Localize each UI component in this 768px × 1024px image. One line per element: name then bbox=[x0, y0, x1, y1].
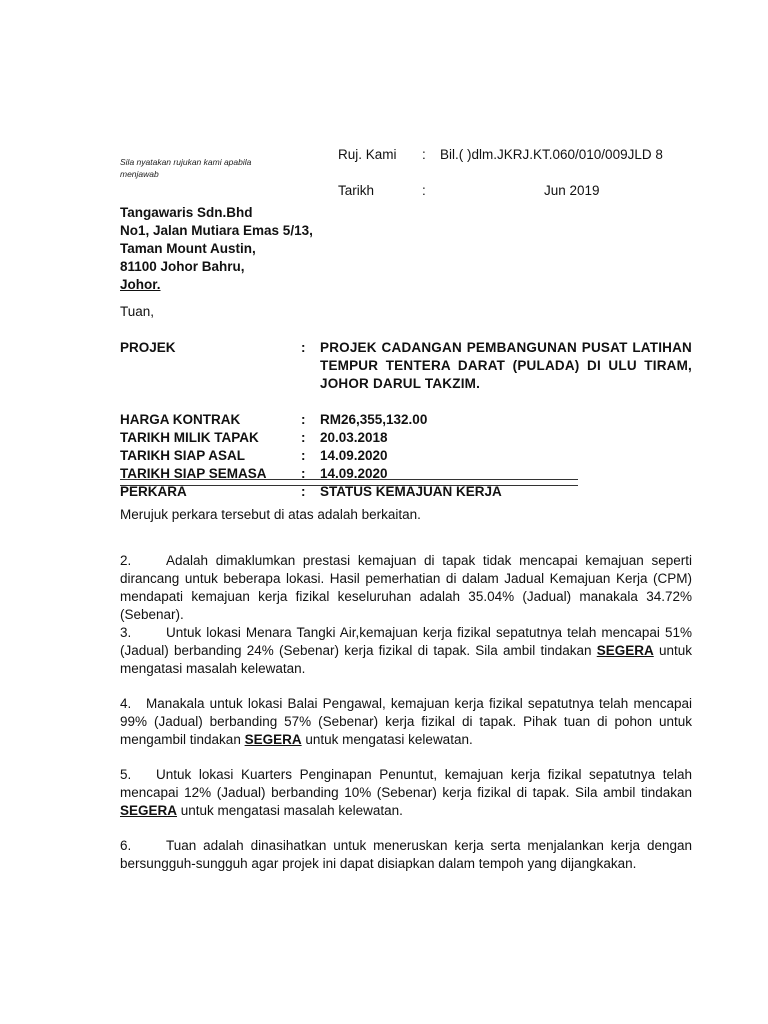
tarikh-siap-semasa-value: 14.09.2020 bbox=[320, 466, 388, 481]
segera-emphasis: SEGERA bbox=[120, 803, 178, 818]
paragraph-text: Untuk lokasi Kuarters Penginapan Penuntut, kemajuan kerja fizikal sepatutnya telah mencapai 12% (Jadual) berbanding 10% (Sebenar) kerja fizikal di tapak. Sila ambil tindakan bbox=[120, 767, 692, 800]
tarikh-siap-asal-label: TARIKH SIAP ASAL bbox=[120, 448, 246, 463]
tarikh-siap-semasa-label: TARIKH SIAP SEMASA bbox=[120, 466, 267, 481]
recipient-line: Taman Mount Austin, bbox=[120, 241, 256, 256]
salutation: Tuan, bbox=[120, 304, 155, 319]
detail-row-harga bbox=[120, 411, 692, 429]
segera-emphasis: SEGERA bbox=[244, 732, 302, 747]
tarikh-milik-tapak-label: TARIKH MILIK TAPAK bbox=[120, 430, 259, 445]
paragraph-number: 5. bbox=[120, 767, 132, 782]
tarikh-label: Tarikh bbox=[338, 183, 375, 198]
detail-row-projek bbox=[120, 339, 692, 393]
ruj-kami-colon: : bbox=[422, 147, 426, 162]
paragraph-text: Tuan adalah dinasihatkan untuk meneruskan kerja serta menjalankan kerja dengan bersungguh-sungguh agar projek ini dapat disiapkan dalam tempoh yang dijangkakan. bbox=[120, 838, 692, 871]
paragraph-text: Untuk lokasi Menara Tangki Air,kemajuan kerja fizikal sepatutnya telah mencapai 51%(Jadual) berbanding 24% (Sebenar) kerja fizikal di tapak. Sila ambil tindakan bbox=[120, 625, 692, 658]
project-details bbox=[120, 339, 692, 501]
paragraph-text-end: untuk mengatasi masalah kelewatan. bbox=[120, 643, 692, 676]
detail-row-asal bbox=[120, 447, 692, 465]
projek-value: PROJEK CADANGAN PEMBANGUNAN PUSAT LATIHAN TEMPUR TENTERA DARAT (PULADA) DI ULU TIRAM, JOHOR DARUL TAKZIM. bbox=[320, 340, 692, 391]
tarikh-milik-tapak-value: 20.03.2018 bbox=[320, 430, 388, 445]
recipient-address bbox=[120, 204, 313, 294]
paragraph-number: 6. bbox=[120, 838, 132, 853]
tarikh-value: Jun 2019 bbox=[544, 183, 600, 198]
detail-row-milik bbox=[120, 429, 692, 447]
perkara-value: STATUS KEMAJUAN KERJA bbox=[320, 484, 502, 499]
detail-colon: : bbox=[301, 340, 306, 355]
detail-colon: : bbox=[301, 484, 306, 499]
recipient-line: 81100 Johor Bahru, bbox=[120, 259, 245, 274]
recipient-line: No1, Jalan Mutiara Emas 5/13, bbox=[120, 223, 313, 238]
harga-kontrak-label: HARGA KONTRAK bbox=[120, 412, 241, 427]
recipient-line: Johor. bbox=[120, 277, 161, 292]
tarikh-colon: : bbox=[422, 183, 426, 198]
detail-colon: : bbox=[301, 430, 306, 445]
paragraph-text-end: untuk mengatasi kelewatan. bbox=[301, 732, 473, 747]
paragraph-text: Adalah dimaklumkan prestasi kemajuan di tapak tidak mencapai kemajuan seperti dirancang untuk beberapa lokasi. Hasil pemerhatian di dalam Jadual Kemajuan Kerja (CPM) mendapati kemajuan kerja fizikal keseluruhan adalah 35.04% (Jadual) manakala 34.72% (Sebenar). bbox=[120, 553, 692, 622]
paragraph-6 bbox=[120, 837, 692, 873]
paragraph-number: 2. bbox=[120, 553, 132, 568]
projek-label: PROJEK bbox=[120, 340, 176, 355]
paragraph-text: Manakala untuk lokasi Balai Pengawal, kemajuan kerja fizikal sepatutnya telah mencapai 99% (Jadual) berbanding 57% (Sebenar) kerja fizikal di tapak. Pihak tuan di pohon untuk mengambil tindakan bbox=[120, 696, 692, 747]
paragraph-3 bbox=[120, 624, 692, 678]
reference-note: Sila nyatakan rujukan kami apabila menjawab bbox=[120, 157, 252, 179]
detail-colon: : bbox=[301, 466, 306, 481]
segera-emphasis: SEGERA bbox=[596, 643, 654, 658]
recipient-line: Tangawaris Sdn.Bhd bbox=[120, 205, 253, 220]
paragraph-1: Merujuk perkara tersebut di atas adalah berkaitan. bbox=[120, 507, 421, 522]
paragraph-number: 4. bbox=[120, 696, 132, 711]
paragraph-text-end: untuk mengatasi masalah kelewatan. bbox=[177, 803, 403, 818]
paragraph-5 bbox=[120, 766, 692, 820]
tarikh-siap-asal-value: 14.09.2020 bbox=[320, 448, 388, 463]
paragraph-number: 3. bbox=[120, 625, 132, 640]
harga-kontrak-value: RM26,355,132.00 bbox=[320, 412, 428, 427]
ruj-kami-value: Bil.( )dlm.JKRJ.KT.060/010/009JLD 8 bbox=[440, 147, 663, 162]
paragraph-2 bbox=[120, 552, 692, 624]
ruj-kami-label: Ruj. Kami bbox=[338, 147, 397, 162]
detail-colon: : bbox=[301, 448, 306, 463]
double-rule-divider bbox=[120, 479, 578, 486]
detail-colon: : bbox=[301, 412, 306, 427]
perkara-label: PERKARA bbox=[120, 484, 187, 499]
paragraph-4 bbox=[120, 695, 692, 749]
